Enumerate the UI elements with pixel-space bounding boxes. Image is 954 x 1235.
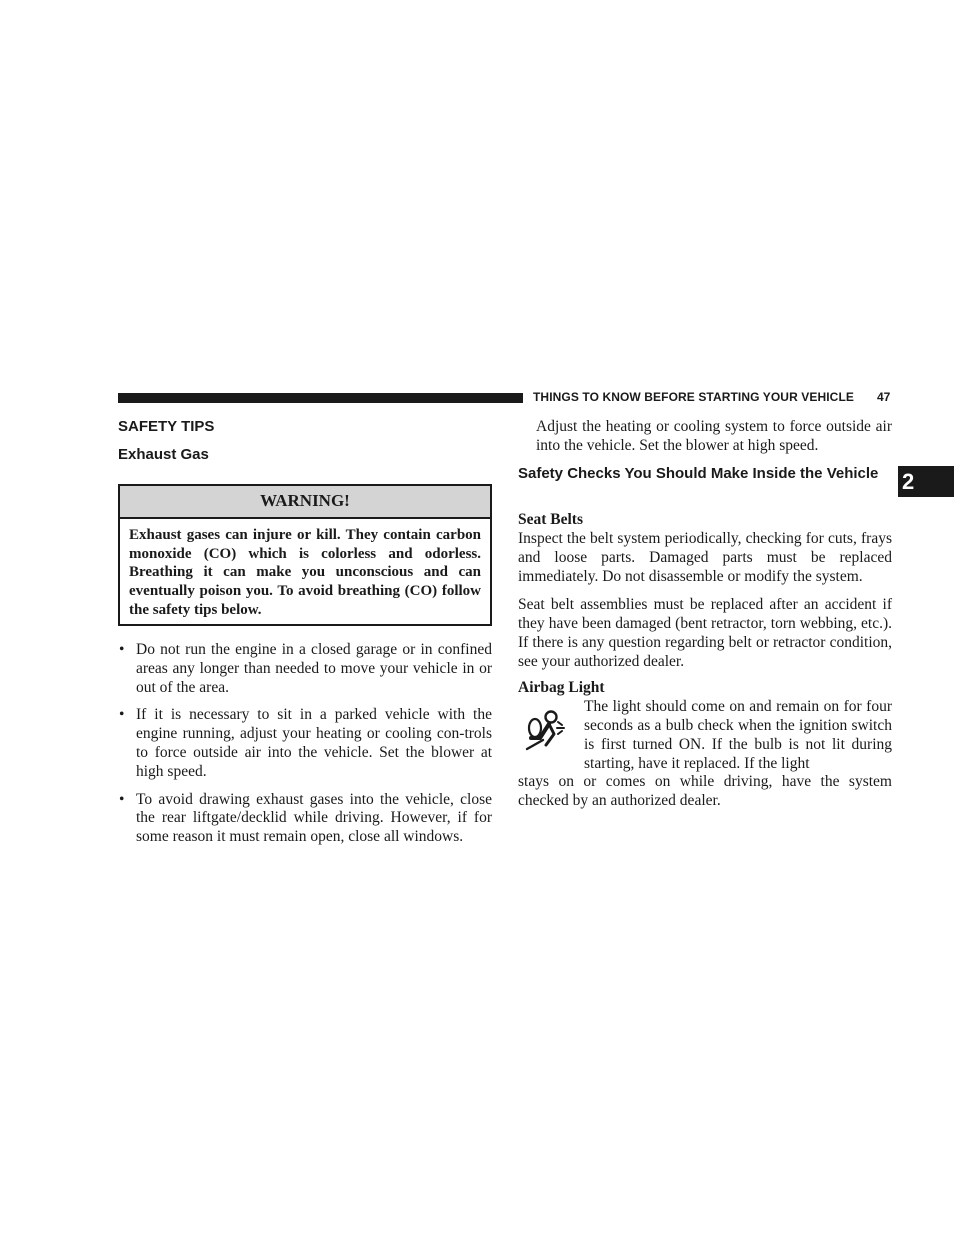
list-item bbox=[118, 641, 492, 697]
safety-tips-list bbox=[118, 641, 492, 856]
seat-belts-paragraph-1: Inspect the belt system periodically, checking for cuts, frays and loose parts. Damaged parts must be replaced immediately. Do not disassemble or modify the system. bbox=[518, 530, 892, 585]
bullet-dot: • bbox=[119, 641, 125, 658]
subsection-title-seat-belts: Seat Belts bbox=[518, 511, 584, 528]
subsection-title-exhaust-gas: Exhaust Gas bbox=[118, 446, 209, 463]
header-rule bbox=[118, 393, 523, 403]
bullet-dot: • bbox=[119, 706, 125, 724]
warning-body: Exhaust gases can injure or kill. They contain carbon monoxide (CO) which is colorless and odorless. Breathing it can make you unconscious and can eventually poison you. To avoid breathing (CO) follow the safety tips below. bbox=[129, 527, 481, 618]
chapter-tab: 2 bbox=[898, 466, 954, 497]
airbag-light-paragraph-part1: The light should come on and remain on for four seconds as a bulb check when the ignition switch is first turned ON. If the bulb is not lit during starting, have it replaced. If the light bbox=[584, 698, 892, 772]
list-item-text: If it is necessary to sit in a parked vehicle with the engine running, adjust your heating or cooling con-trols to force outside air into the vehicle. Set the blower at high speed. bbox=[136, 706, 492, 780]
list-item-text: Do not run the engine in a closed garage or in confined areas any longer than needed to move your vehicle in or out of the area. bbox=[136, 641, 492, 696]
list-item-text: To avoid drawing exhaust gases into the vehicle, close the rear liftgate/decklid while driving. However, if for some reason it must remain open, close all windows. bbox=[136, 790, 492, 846]
bullet-dot: • bbox=[119, 790, 125, 808]
subsection-title-airbag-light: Airbag Light bbox=[518, 679, 605, 696]
section-title-safety-tips: SAFETY TIPS bbox=[118, 418, 215, 435]
continued-paragraph: Adjust the heating or cooling system to force outside air into the vehicle. Set the blower at high speed. bbox=[536, 418, 892, 454]
list-item bbox=[118, 706, 492, 781]
seat-belts-paragraph-2: Seat belt assemblies must be replaced after an accident if they have been damaged (bent retractor, torn webbing, etc.). If there is any question regarding belt or retractor condition, see your authorized dealer. bbox=[518, 596, 892, 670]
section-title-safety-checks: Safety Checks You Should Make Inside the Vehicle bbox=[518, 465, 879, 482]
airbag-light-paragraph-part2: stays on or comes on while driving, have the system checked by an authorized dealer. bbox=[518, 773, 892, 809]
running-title: THINGS TO KNOW BEFORE STARTING YOUR VEHICLE bbox=[533, 390, 854, 404]
warning-box bbox=[118, 484, 492, 626]
warning-title: WARNING! bbox=[120, 486, 490, 519]
airbag-warning-icon bbox=[524, 708, 570, 752]
page-number: 47 bbox=[877, 390, 891, 404]
list-item bbox=[118, 791, 492, 847]
